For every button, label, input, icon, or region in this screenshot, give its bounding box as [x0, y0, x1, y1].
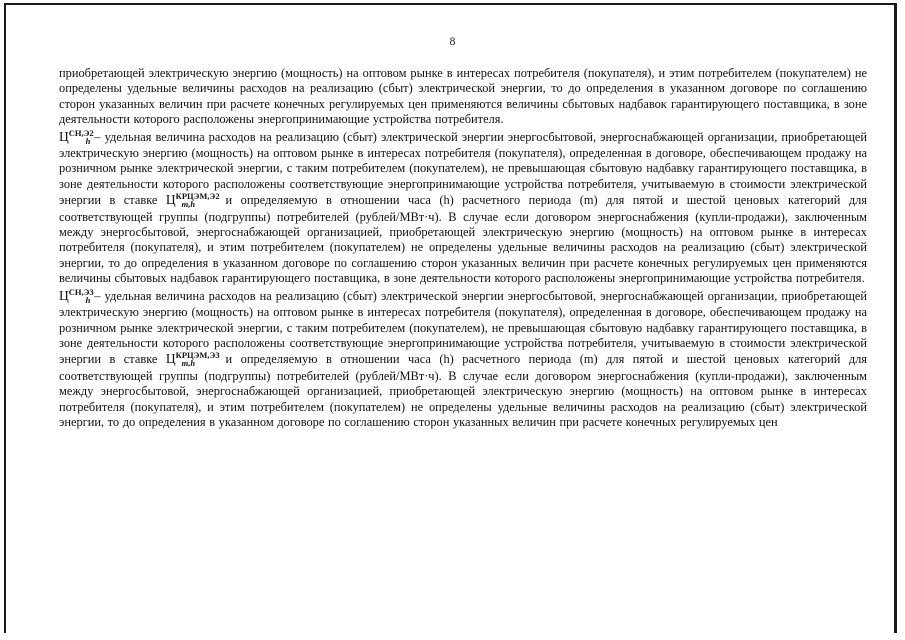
paragraph-2: $Ц^{СН,Э2}_h$ – удельная величина расходов на реализацию (сбыт) электрической энергии энергосбытовой, энергоснабжающей организации, приобретающей электрическую энергию (мощность) на оптовом рынке в интересах потребителя (покупателя), определенная в договоре, обеспечивающем продажу на розничном рынке электрической энергии, с таким потребителем (покупателем), не превышающая сбытовую надбавку гарантирующего поставщика, в зоне деятельности которого расположены соответствующие энергопринимающие устройства потребителя, учитываемую в стоимости электрической энергии в ставке $Ц^{КРЦЭМ,Э2}_{m,h}$ и определяемую в отношении часа (h) расчетного периода (m) для пятой и шестой ценовых категорий для соответствующей группы (подгруппы) потребителей (рублей/МВт·ч). В случае если договором энергоснабжения (купли-продажи), заключенным между энергосбытовой, энергоснабжающей организацией, приобретающей электрическую энергию (мощность) на оптовом рынке в интересах потребителя (покупателя), и этим потребителем (покупателем) не определены удельные величины расходов на реализацию (сбыт) электрической энергии, то до определения в указанном договоре по соглашению сторон указанных величин при расчете конечных регулируемых цен применяются величины сбытовых надбавок гарантирующего поставщика, в зоне деятельности которого расположены энергопринимающие устройства потребителя.	[59, 127, 868, 286]
symbol-krtsem-e2: $Ц^{КРЦЭМ,Э2}_{m,h}$	[165, 191, 220, 210]
symbol-tsn-e2: $Ц^{СН,Э2}_h$	[59, 127, 94, 146]
paragraph-1: приобретающей электрическую энергию (мощность) на оптовом рынке в интересах потребителя (покупателя), и этим потребителем (покупателем) не определены удельные величины расходов на реализацию (сбыт) электрической энергии, то до определения в указанном договоре по соглашению сторон указанных величин при расчете конечных регулируемых цен применяются величины сбытовых надбавок гарантирующего поставщика, в зоне деятельности которого расположены энергопринимающие устройства потребителя.	[59, 66, 867, 127]
symbol-tsn-e3: $Ц^{СН,Э3}_h$	[59, 286, 94, 305]
paragraph-3: $Ц^{СН,Э3}_h$ – удельная величина расходов на реализацию (сбыт) электрической энергии энергосбытовой, энергоснабжающей организации, приобретающей электрическую энергию (мощность) на оптовом рынке в интересах потребителя (покупателя), определенная в договоре, обеспечивающем продажу на розничном рынке электрической энергии, с таким потребителем (покупателем), не превышающая сбытовую надбавку гарантирующего поставщика, в зоне деятельности которого расположены соответствующие энергопринимающие устройства потребителя, учитываемую в стоимости электрической энергии в ставке $Ц^{КРЦЭМ,Э3}_{m,h}$ и определяемую в отношении часа (h) расчетного периода (m) для пятой и шестой ценовых категорий для соответствующей группы (подгруппы) потребителей (рублей/МВт·ч). В случае если договором энергоснабжения (купли-продажи), заключенным между энергосбытовой, энергоснабжающей организацией, приобретающей электрическую энергию (мощность) на оптовом рынке в интересах потребителя (покупателя), и этим потребителем (покупателем) не определены удельные величины расходов на реализацию (сбыт) электрической энергии, то до определения в указанном договоре по соглашению сторон указанных величин при расчете конечных регулируемых цен	[59, 286, 868, 429]
symbol-krtsem-e3: $Ц^{КРЦЭМ,Э3}_{m,h}$	[165, 350, 220, 369]
document-body	[59, 66, 867, 430]
page-number: 8	[449, 36, 456, 48]
